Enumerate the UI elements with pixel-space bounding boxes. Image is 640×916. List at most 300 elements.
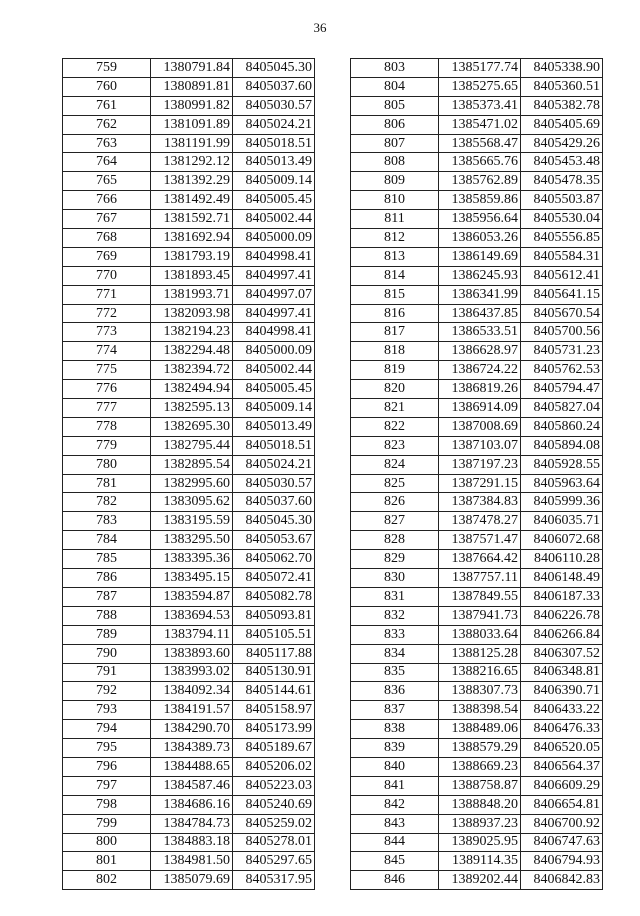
y-coordinate-cell: 8405024.21 <box>233 455 315 474</box>
table-row <box>351 852 603 871</box>
x-coordinate-cell: 1389114.35 <box>439 852 521 871</box>
table-row <box>63 399 315 418</box>
x-coordinate-cell: 1385373.41 <box>439 96 521 115</box>
point-number-cell: 783 <box>63 512 151 531</box>
y-coordinate-cell: 8405731.23 <box>521 342 603 361</box>
point-number-cell: 842 <box>351 795 439 814</box>
x-coordinate-cell: 1385275.65 <box>439 77 521 96</box>
table-row <box>351 795 603 814</box>
point-number-cell: 806 <box>351 115 439 134</box>
point-number-cell: 781 <box>63 474 151 493</box>
x-coordinate-cell: 1388216.65 <box>439 663 521 682</box>
point-number-cell: 793 <box>63 701 151 720</box>
point-number-cell: 792 <box>63 682 151 701</box>
point-number-cell: 827 <box>351 512 439 531</box>
x-coordinate-cell: 1387849.55 <box>439 587 521 606</box>
x-coordinate-cell: 1382995.60 <box>151 474 233 493</box>
y-coordinate-cell: 8405062.70 <box>233 550 315 569</box>
table-row <box>63 644 315 663</box>
table-row <box>351 229 603 248</box>
y-coordinate-cell: 8405130.91 <box>233 663 315 682</box>
point-number-cell: 778 <box>63 417 151 436</box>
table-row <box>63 115 315 134</box>
x-coordinate-cell: 1386341.99 <box>439 285 521 304</box>
x-coordinate-cell: 1384981.50 <box>151 852 233 871</box>
table-row <box>63 795 315 814</box>
table-row <box>63 285 315 304</box>
x-coordinate-cell: 1385079.69 <box>151 871 233 890</box>
table-row <box>351 153 603 172</box>
x-coordinate-cell: 1383295.50 <box>151 531 233 550</box>
x-coordinate-cell: 1385471.02 <box>439 115 521 134</box>
table-row <box>351 304 603 323</box>
x-coordinate-cell: 1381592.71 <box>151 210 233 229</box>
table-row <box>63 96 315 115</box>
point-number-cell: 771 <box>63 285 151 304</box>
y-coordinate-cell: 8406842.83 <box>521 871 603 890</box>
point-number-cell: 817 <box>351 323 439 342</box>
table-row <box>63 361 315 380</box>
x-coordinate-cell: 1386245.93 <box>439 266 521 285</box>
table-row <box>351 96 603 115</box>
coordinates-table-right <box>350 58 603 890</box>
x-coordinate-cell: 1388125.28 <box>439 644 521 663</box>
x-coordinate-cell: 1385568.47 <box>439 134 521 153</box>
table-row <box>63 266 315 285</box>
y-coordinate-cell: 8406390.71 <box>521 682 603 701</box>
x-coordinate-cell: 1380891.81 <box>151 77 233 96</box>
table-row <box>351 191 603 210</box>
y-coordinate-cell: 8406226.78 <box>521 606 603 625</box>
y-coordinate-cell: 8405360.51 <box>521 77 603 96</box>
table-row <box>351 493 603 512</box>
point-number-cell: 797 <box>63 776 151 795</box>
table-row <box>351 757 603 776</box>
x-coordinate-cell: 1387941.73 <box>439 606 521 625</box>
point-number-cell: 835 <box>351 663 439 682</box>
point-number-cell: 779 <box>63 436 151 455</box>
x-coordinate-cell: 1387664.42 <box>439 550 521 569</box>
y-coordinate-cell: 8406072.68 <box>521 531 603 550</box>
x-coordinate-cell: 1383395.36 <box>151 550 233 569</box>
x-coordinate-cell: 1382394.72 <box>151 361 233 380</box>
point-number-cell: 787 <box>63 587 151 606</box>
x-coordinate-cell: 1384587.46 <box>151 776 233 795</box>
y-coordinate-cell: 8405278.01 <box>233 833 315 852</box>
table-row <box>63 739 315 758</box>
y-coordinate-cell: 8405000.09 <box>233 342 315 361</box>
y-coordinate-cell: 8405794.47 <box>521 380 603 399</box>
table-row <box>351 531 603 550</box>
table-row <box>63 625 315 644</box>
y-coordinate-cell: 8405612.41 <box>521 266 603 285</box>
table-row <box>63 323 315 342</box>
table-row <box>351 380 603 399</box>
table-row <box>63 587 315 606</box>
x-coordinate-cell: 1384686.16 <box>151 795 233 814</box>
point-number-cell: 790 <box>63 644 151 663</box>
y-coordinate-cell: 8405093.81 <box>233 606 315 625</box>
point-number-cell: 768 <box>63 229 151 248</box>
x-coordinate-cell: 1389025.95 <box>439 833 521 852</box>
point-number-cell: 782 <box>63 493 151 512</box>
x-coordinate-cell: 1381692.94 <box>151 229 233 248</box>
point-number-cell: 809 <box>351 172 439 191</box>
table-row <box>63 569 315 588</box>
point-number-cell: 800 <box>63 833 151 852</box>
table-row <box>63 871 315 890</box>
table-row <box>63 682 315 701</box>
point-number-cell: 773 <box>63 323 151 342</box>
y-coordinate-cell: 8405024.21 <box>233 115 315 134</box>
x-coordinate-cell: 1384191.57 <box>151 701 233 720</box>
x-coordinate-cell: 1387478.27 <box>439 512 521 531</box>
y-coordinate-cell: 8405259.02 <box>233 814 315 833</box>
y-coordinate-cell: 8405000.09 <box>233 229 315 248</box>
x-coordinate-cell: 1383495.15 <box>151 569 233 588</box>
point-number-cell: 775 <box>63 361 151 380</box>
x-coordinate-cell: 1386053.26 <box>439 229 521 248</box>
table-row <box>63 833 315 852</box>
coordinates-table-left <box>62 58 315 890</box>
point-number-cell: 780 <box>63 455 151 474</box>
y-coordinate-cell: 8405158.97 <box>233 701 315 720</box>
y-coordinate-cell: 8405894.08 <box>521 436 603 455</box>
y-coordinate-cell: 8405240.69 <box>233 795 315 814</box>
x-coordinate-cell: 1388398.54 <box>439 701 521 720</box>
point-number-cell: 831 <box>351 587 439 606</box>
point-number-cell: 805 <box>351 96 439 115</box>
table-row <box>351 814 603 833</box>
point-number-cell: 772 <box>63 304 151 323</box>
y-coordinate-cell: 8405005.45 <box>233 191 315 210</box>
y-coordinate-cell: 8405009.14 <box>233 172 315 191</box>
x-coordinate-cell: 1388669.23 <box>439 757 521 776</box>
point-number-cell: 810 <box>351 191 439 210</box>
point-number-cell: 784 <box>63 531 151 550</box>
point-number-cell: 798 <box>63 795 151 814</box>
point-number-cell: 836 <box>351 682 439 701</box>
y-coordinate-cell: 8405018.51 <box>233 436 315 455</box>
point-number-cell: 764 <box>63 153 151 172</box>
y-coordinate-cell: 8406148.49 <box>521 569 603 588</box>
table-row <box>351 342 603 361</box>
table-row <box>63 436 315 455</box>
table-row <box>63 493 315 512</box>
y-coordinate-cell: 8405002.44 <box>233 361 315 380</box>
x-coordinate-cell: 1381191.99 <box>151 134 233 153</box>
y-coordinate-cell: 8405584.31 <box>521 247 603 266</box>
point-number-cell: 770 <box>63 266 151 285</box>
y-coordinate-cell: 8405670.54 <box>521 304 603 323</box>
table-row <box>351 323 603 342</box>
point-number-cell: 795 <box>63 739 151 758</box>
y-coordinate-cell: 8405206.02 <box>233 757 315 776</box>
x-coordinate-cell: 1384488.65 <box>151 757 233 776</box>
y-coordinate-cell: 8405018.51 <box>233 134 315 153</box>
x-coordinate-cell: 1381793.19 <box>151 247 233 266</box>
x-coordinate-cell: 1382494.94 <box>151 380 233 399</box>
x-coordinate-cell: 1382093.98 <box>151 304 233 323</box>
x-coordinate-cell: 1387384.83 <box>439 493 521 512</box>
point-number-cell: 762 <box>63 115 151 134</box>
point-number-cell: 769 <box>63 247 151 266</box>
table-row <box>63 720 315 739</box>
table-row <box>63 153 315 172</box>
point-number-cell: 766 <box>63 191 151 210</box>
y-coordinate-cell: 8405173.99 <box>233 720 315 739</box>
y-coordinate-cell: 8405827.04 <box>521 399 603 418</box>
y-coordinate-cell: 8405382.78 <box>521 96 603 115</box>
y-coordinate-cell: 8405045.30 <box>233 512 315 531</box>
table-row <box>351 77 603 96</box>
point-number-cell: 760 <box>63 77 151 96</box>
point-number-cell: 767 <box>63 210 151 229</box>
point-number-cell: 845 <box>351 852 439 871</box>
y-coordinate-cell: 8406187.33 <box>521 587 603 606</box>
point-number-cell: 830 <box>351 569 439 588</box>
point-number-cell: 844 <box>351 833 439 852</box>
table-row <box>351 569 603 588</box>
table-row <box>63 417 315 436</box>
y-coordinate-cell: 8404998.41 <box>233 247 315 266</box>
table-row <box>351 606 603 625</box>
table-row <box>351 474 603 493</box>
point-number-cell: 794 <box>63 720 151 739</box>
table-row <box>351 644 603 663</box>
y-coordinate-cell: 8406609.29 <box>521 776 603 795</box>
y-coordinate-cell: 8405189.67 <box>233 739 315 758</box>
table-row <box>63 304 315 323</box>
y-coordinate-cell: 8404997.07 <box>233 285 315 304</box>
x-coordinate-cell: 1382695.30 <box>151 417 233 436</box>
y-coordinate-cell: 8405009.14 <box>233 399 315 418</box>
point-number-cell: 777 <box>63 399 151 418</box>
y-coordinate-cell: 8405999.36 <box>521 493 603 512</box>
x-coordinate-cell: 1380791.84 <box>151 59 233 78</box>
x-coordinate-cell: 1386533.51 <box>439 323 521 342</box>
x-coordinate-cell: 1388307.73 <box>439 682 521 701</box>
point-number-cell: 789 <box>63 625 151 644</box>
x-coordinate-cell: 1382895.54 <box>151 455 233 474</box>
table-row <box>63 474 315 493</box>
x-coordinate-cell: 1387197.23 <box>439 455 521 474</box>
table-row <box>63 701 315 720</box>
point-number-cell: 822 <box>351 417 439 436</box>
y-coordinate-cell: 8405405.69 <box>521 115 603 134</box>
y-coordinate-cell: 8406700.92 <box>521 814 603 833</box>
table-row <box>63 229 315 248</box>
x-coordinate-cell: 1381492.49 <box>151 191 233 210</box>
point-number-cell: 821 <box>351 399 439 418</box>
x-coordinate-cell: 1382795.44 <box>151 436 233 455</box>
x-coordinate-cell: 1384389.73 <box>151 739 233 758</box>
x-coordinate-cell: 1383794.11 <box>151 625 233 644</box>
y-coordinate-cell: 8406348.81 <box>521 663 603 682</box>
table-row <box>351 720 603 739</box>
y-coordinate-cell: 8405037.60 <box>233 77 315 96</box>
x-coordinate-cell: 1384092.34 <box>151 682 233 701</box>
point-number-cell: 812 <box>351 229 439 248</box>
table-row <box>351 266 603 285</box>
point-number-cell: 807 <box>351 134 439 153</box>
table-row <box>63 852 315 871</box>
table-row <box>351 455 603 474</box>
x-coordinate-cell: 1381292.12 <box>151 153 233 172</box>
y-coordinate-cell: 8405030.57 <box>233 474 315 493</box>
point-number-cell: 813 <box>351 247 439 266</box>
x-coordinate-cell: 1385859.86 <box>439 191 521 210</box>
y-coordinate-cell: 8404998.41 <box>233 323 315 342</box>
y-coordinate-cell: 8405013.49 <box>233 153 315 172</box>
point-number-cell: 819 <box>351 361 439 380</box>
x-coordinate-cell: 1387571.47 <box>439 531 521 550</box>
x-coordinate-cell: 1382294.48 <box>151 342 233 361</box>
table-row <box>63 776 315 795</box>
y-coordinate-cell: 8406307.52 <box>521 644 603 663</box>
table-row <box>63 606 315 625</box>
point-number-cell: 811 <box>351 210 439 229</box>
table-row <box>63 455 315 474</box>
table-row <box>351 682 603 701</box>
y-coordinate-cell: 8405429.26 <box>521 134 603 153</box>
table-row <box>63 210 315 229</box>
y-coordinate-cell: 8405860.24 <box>521 417 603 436</box>
table-row <box>63 59 315 78</box>
table-row <box>63 172 315 191</box>
point-number-cell: 818 <box>351 342 439 361</box>
y-coordinate-cell: 8404997.41 <box>233 304 315 323</box>
x-coordinate-cell: 1380991.82 <box>151 96 233 115</box>
y-coordinate-cell: 8405478.35 <box>521 172 603 191</box>
x-coordinate-cell: 1384883.18 <box>151 833 233 852</box>
table-row <box>351 210 603 229</box>
table-row <box>63 191 315 210</box>
table-row <box>63 77 315 96</box>
y-coordinate-cell: 8405030.57 <box>233 96 315 115</box>
point-number-cell: 832 <box>351 606 439 625</box>
point-number-cell: 823 <box>351 436 439 455</box>
x-coordinate-cell: 1388033.64 <box>439 625 521 644</box>
y-coordinate-cell: 8406110.28 <box>521 550 603 569</box>
table-row <box>351 833 603 852</box>
point-number-cell: 841 <box>351 776 439 795</box>
table-row <box>351 115 603 134</box>
point-number-cell: 801 <box>63 852 151 871</box>
x-coordinate-cell: 1388758.87 <box>439 776 521 795</box>
point-number-cell: 826 <box>351 493 439 512</box>
y-coordinate-cell: 8405317.95 <box>233 871 315 890</box>
y-coordinate-cell: 8406035.71 <box>521 512 603 531</box>
y-coordinate-cell: 8405117.88 <box>233 644 315 663</box>
point-number-cell: 814 <box>351 266 439 285</box>
y-coordinate-cell: 8405144.61 <box>233 682 315 701</box>
y-coordinate-cell: 8405005.45 <box>233 380 315 399</box>
x-coordinate-cell: 1388848.20 <box>439 795 521 814</box>
y-coordinate-cell: 8406564.37 <box>521 757 603 776</box>
x-coordinate-cell: 1387103.07 <box>439 436 521 455</box>
x-coordinate-cell: 1385177.74 <box>439 59 521 78</box>
point-number-cell: 808 <box>351 153 439 172</box>
y-coordinate-cell: 8405223.03 <box>233 776 315 795</box>
table-row <box>351 134 603 153</box>
x-coordinate-cell: 1383893.60 <box>151 644 233 663</box>
y-coordinate-cell: 8405297.65 <box>233 852 315 871</box>
x-coordinate-cell: 1381993.71 <box>151 285 233 304</box>
point-number-cell: 839 <box>351 739 439 758</box>
table-row <box>63 757 315 776</box>
table-row <box>63 247 315 266</box>
x-coordinate-cell: 1388937.23 <box>439 814 521 833</box>
y-coordinate-cell: 8405013.49 <box>233 417 315 436</box>
y-coordinate-cell: 8405053.67 <box>233 531 315 550</box>
table-row <box>351 871 603 890</box>
x-coordinate-cell: 1386628.97 <box>439 342 521 361</box>
y-coordinate-cell: 8405556.85 <box>521 229 603 248</box>
y-coordinate-cell: 8405072.41 <box>233 569 315 588</box>
point-number-cell: 791 <box>63 663 151 682</box>
y-coordinate-cell: 8405530.04 <box>521 210 603 229</box>
point-number-cell: 843 <box>351 814 439 833</box>
point-number-cell: 786 <box>63 569 151 588</box>
point-number-cell: 834 <box>351 644 439 663</box>
x-coordinate-cell: 1388489.06 <box>439 720 521 739</box>
y-coordinate-cell: 8404997.41 <box>233 266 315 285</box>
y-coordinate-cell: 8405928.55 <box>521 455 603 474</box>
y-coordinate-cell: 8406266.84 <box>521 625 603 644</box>
x-coordinate-cell: 1385762.89 <box>439 172 521 191</box>
point-number-cell: 761 <box>63 96 151 115</box>
table-row <box>351 361 603 380</box>
y-coordinate-cell: 8405002.44 <box>233 210 315 229</box>
table-row <box>351 247 603 266</box>
y-coordinate-cell: 8405453.48 <box>521 153 603 172</box>
x-coordinate-cell: 1383594.87 <box>151 587 233 606</box>
point-number-cell: 765 <box>63 172 151 191</box>
y-coordinate-cell: 8405105.51 <box>233 625 315 644</box>
point-number-cell: 825 <box>351 474 439 493</box>
point-number-cell: 833 <box>351 625 439 644</box>
table-row <box>351 663 603 682</box>
y-coordinate-cell: 8405503.87 <box>521 191 603 210</box>
table-row <box>351 417 603 436</box>
x-coordinate-cell: 1387008.69 <box>439 417 521 436</box>
point-number-cell: 774 <box>63 342 151 361</box>
point-number-cell: 837 <box>351 701 439 720</box>
table-row <box>63 134 315 153</box>
point-number-cell: 815 <box>351 285 439 304</box>
point-number-cell: 840 <box>351 757 439 776</box>
table-row <box>63 531 315 550</box>
table-row <box>63 342 315 361</box>
point-number-cell: 804 <box>351 77 439 96</box>
table-row <box>351 285 603 304</box>
x-coordinate-cell: 1385956.64 <box>439 210 521 229</box>
table-row <box>351 59 603 78</box>
table-row <box>63 550 315 569</box>
point-number-cell: 829 <box>351 550 439 569</box>
table-row <box>351 625 603 644</box>
point-number-cell: 838 <box>351 720 439 739</box>
y-coordinate-cell: 8405045.30 <box>233 59 315 78</box>
table-row <box>351 550 603 569</box>
point-number-cell: 759 <box>63 59 151 78</box>
x-coordinate-cell: 1387291.15 <box>439 474 521 493</box>
y-coordinate-cell: 8405641.15 <box>521 285 603 304</box>
y-coordinate-cell: 8406476.33 <box>521 720 603 739</box>
table-row <box>63 663 315 682</box>
table-row <box>351 587 603 606</box>
